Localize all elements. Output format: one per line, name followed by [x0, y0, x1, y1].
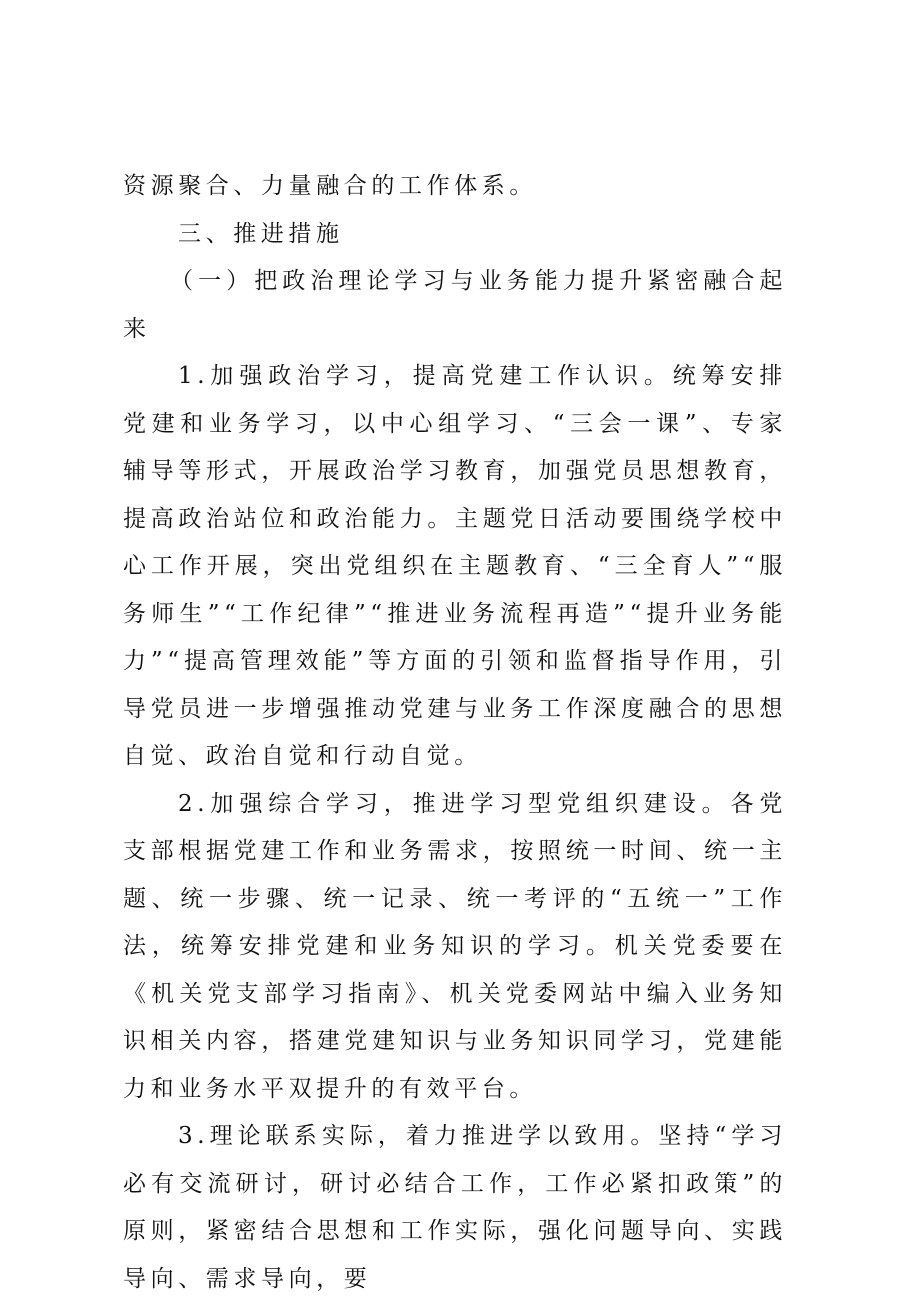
paragraph-item-2: 2.加强综合学习，推进学习型党组织建设。各党支部根据党建工作和业务需求，按照统一时间、统一主题、统一步骤、统一记录、统一考评的“五统一”工作法，统筹安排党建和业务知识的学习。机关党委要在《机关党支部学习指南》、机关党委网站中编入业务知识相关内容，搭建党建知识与业务知识同学习，党建能力和业务水平双提升的有效平台。 — [123, 790, 787, 1102]
document-body — [123, 163, 787, 1303]
paragraph-item-1: 1.加强政治学习，提高党建工作认识。统筹安排党建和业务学习，以中心组学习、“三会一课”、专家辅导等形式，开展政治学习教育，加强党员思想教育，提高政治站位和政治能力。主题党日活动要围绕学校中心工作开展，突出党组织在主题教育、“三全育人”“服务师生”“工作纪律”“推进业务流程再造”“提升业务能力”“提高管理效能”等方面的引领和监督指导作用，引导党员进一步增强推动党建与业务工作深度融合的思想自觉、政治自觉和行动自觉。 — [123, 363, 787, 769]
subsection-heading: （一）把政治理论学习与业务能力提升紧密融合起来 — [123, 268, 787, 342]
paragraph-continuation: 资源聚合、力量融合的工作体系。 — [123, 173, 537, 199]
paragraph-item-3: 3.理论联系实际，着力推进学以致用。坚持“学习必有交流研讨，研讨必结合工作，工作必紧扣政策”的原则，紧密结合思想和工作实际，强化问题导向、实践导向、需求导向，要 — [123, 1123, 787, 1292]
section-heading: 三、推进措施 — [178, 220, 344, 247]
